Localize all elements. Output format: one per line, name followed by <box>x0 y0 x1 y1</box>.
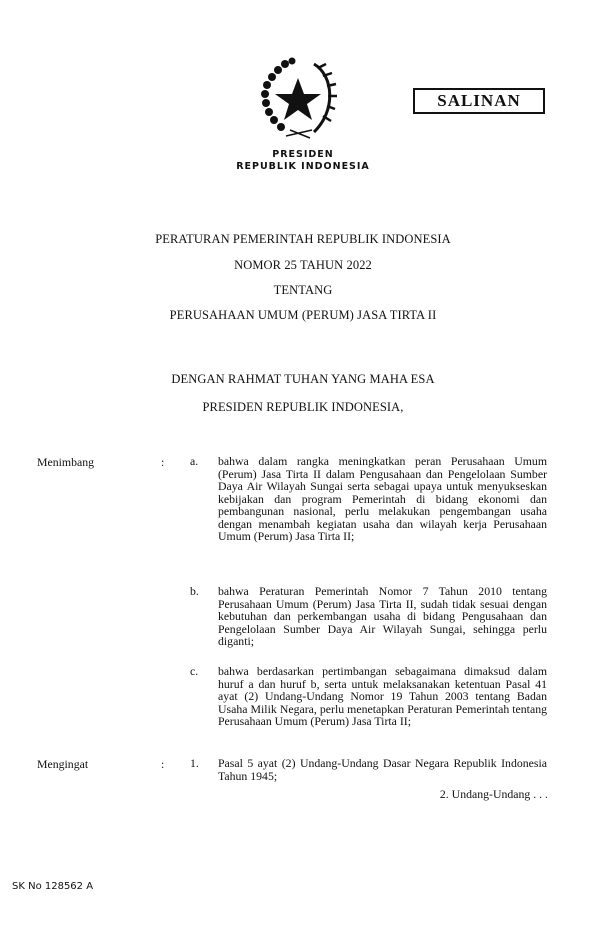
mengingat-label: Mengingat <box>37 757 89 771</box>
garuda-emblem-icon <box>256 56 340 144</box>
preamble-president: PRESIDEN REPUBLIK INDONESIA, <box>202 400 404 414</box>
menimbang-item-a <box>190 455 547 543</box>
document-tentang: TENTANG <box>273 283 333 297</box>
sk-number: SK No 128562 A <box>12 881 94 892</box>
menimbang-label: Menimbang <box>37 455 95 469</box>
item-marker: 1. <box>190 756 199 770</box>
page-continuation: 2. Undang-Undang . . . <box>439 787 548 801</box>
item-text: bahwa Peraturan Pemerintah Nomor 7 Tahun 2010 tentang Perusahaan Umum (Perum) Jasa Tirta II, sudah tidak sesuai dengan kebutuhan dan perkembangan usaha di bidang Pengusahaan dan Pengelolaan Sumber Daya Air Wilayah Sungai, sehingga perlu diganti; <box>218 584 547 649</box>
document-title: PERATURAN PEMERINTAH REPUBLIK INDONESIA <box>155 232 451 246</box>
item-text: bahwa berdasarkan pertimbangan sebagaimana dimaksud dalam huruf a dan huruf b, serta untuk melaksanakan ketentuan Pasal 41 ayat (2) Undang-Undang Nomor 19 Tahun 2003 tentang Badan Usaha Milik Negara, perlu menetapkan Peraturan Pemerintah tentang Perusahaan Umum (Perum) Jasa Tirta II; <box>218 664 547 729</box>
menimbang-colon: : <box>161 455 165 469</box>
salinan-stamp: SALINAN <box>413 88 545 114</box>
item-text: Pasal 5 ayat (2) Undang-Undang Dasar Negara Republik Indonesia Tahun 1945; <box>218 756 547 783</box>
item-marker: a. <box>190 454 199 468</box>
menimbang-item-c <box>190 665 547 728</box>
emblem-caption-president: PRESIDEN <box>272 149 334 160</box>
preamble-invocation: DENGAN RAHMAT TUHAN YANG MAHA ESA <box>171 372 435 386</box>
item-text: bahwa dalam rangka meningkatkan peran Perusahaan Umum (Perum) Jasa Tirta II dalam Pengusahaan dan Pengelolaan Sumber Daya Air Wilayah Sungai serta sebagai upaya untuk menyukseskan kebijakan dan program Pemerintah di bidang ekonomi dan pembangunan nasional, perlu melakukan pengembangan usaha dengan menambah kegiatan usaha dan wilayah kerja Perusahaan Umum (Perum) Jasa Tirta II; <box>218 454 547 544</box>
document-number: NOMOR 25 TAHUN 2022 <box>234 258 372 272</box>
mengingat-colon: : <box>161 757 165 771</box>
item-marker: c. <box>190 664 199 678</box>
item-marker: b. <box>190 584 199 598</box>
mengingat-item-1 <box>190 757 547 782</box>
document-subject: PERUSAHAAN UMUM (PERUM) JASA TIRTA II <box>169 308 437 322</box>
menimbang-item-b <box>190 585 547 648</box>
emblem-caption-republic: REPUBLIK INDONESIA <box>236 161 370 172</box>
